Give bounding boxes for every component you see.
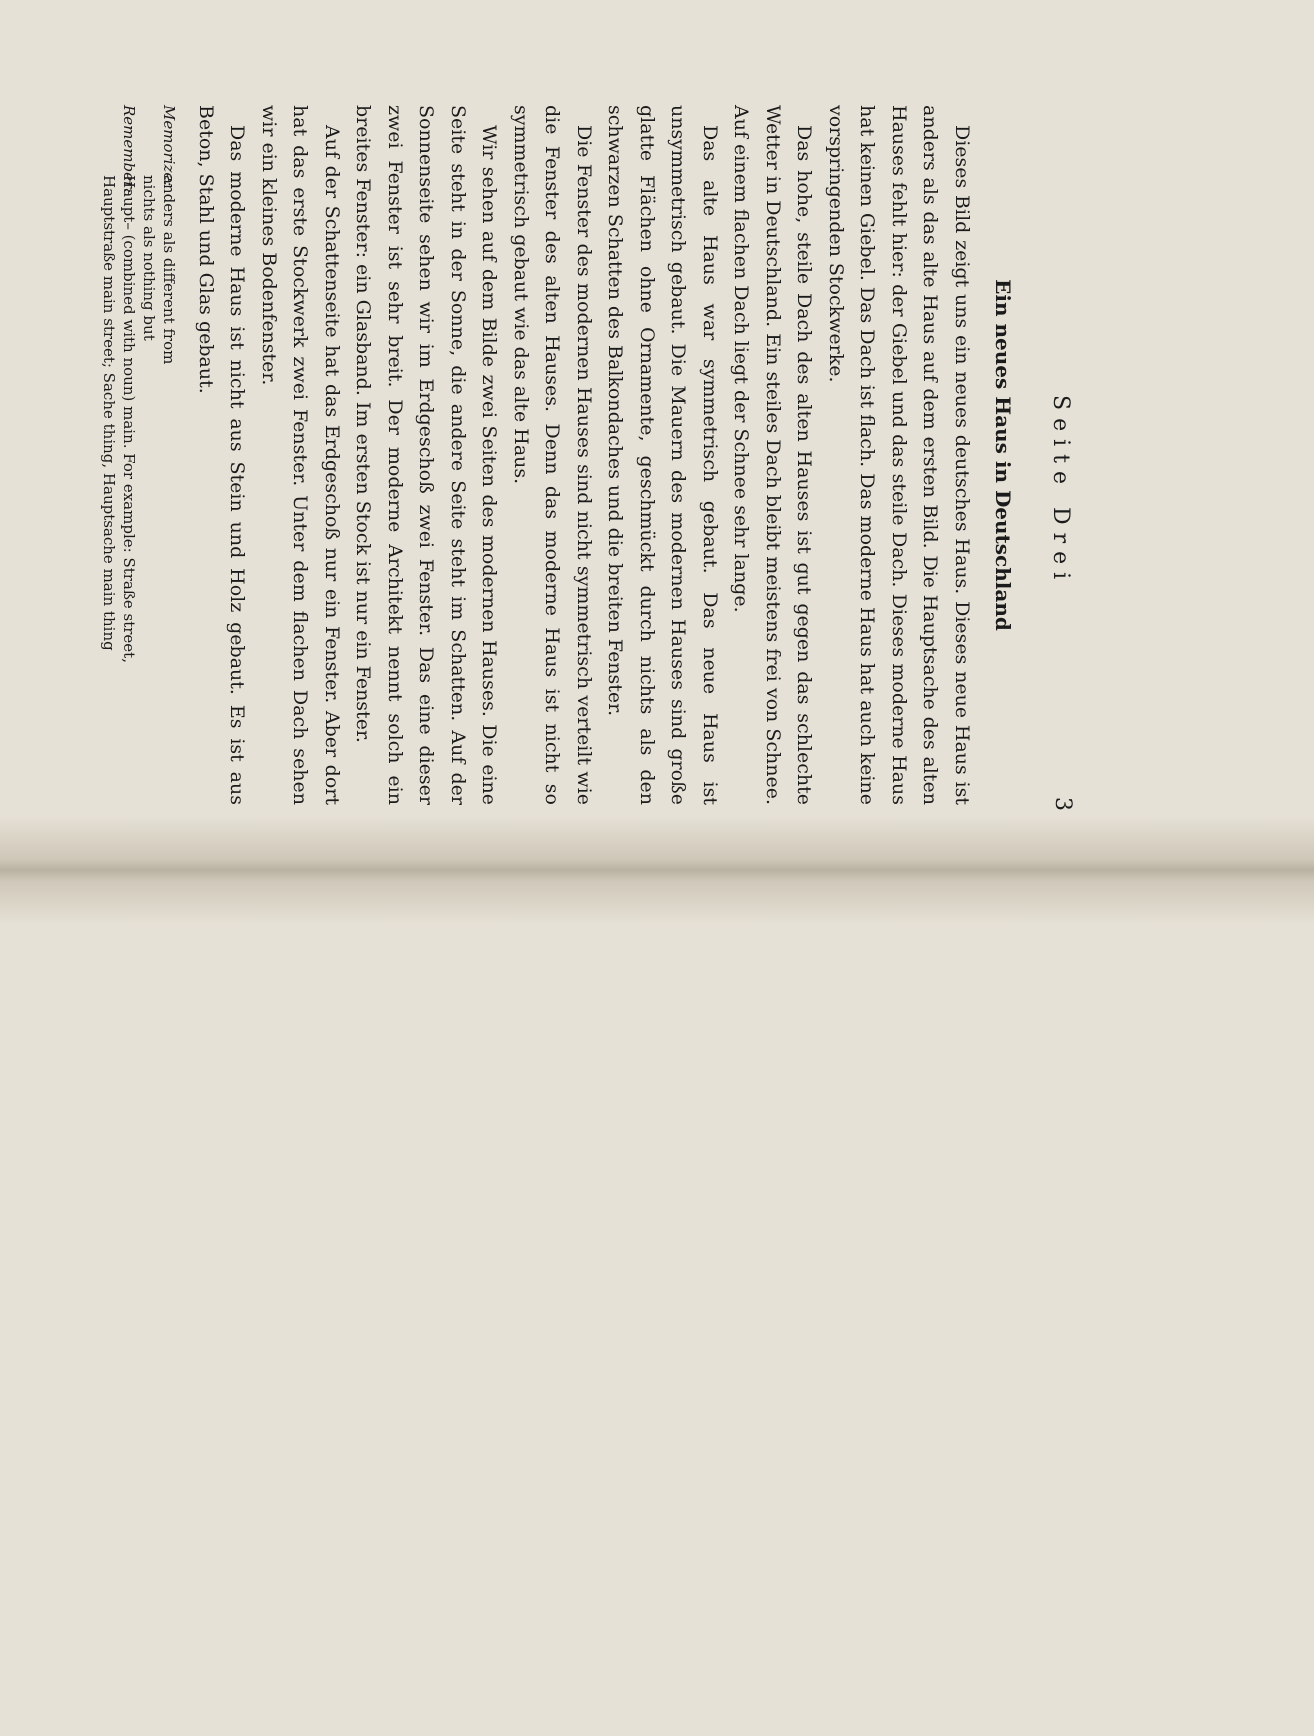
- paragraph: Wir sehen auf dem Bilde zwei Seiten des modernen Hauses. Die eine Seite steht in der Sonne, die andere Seite steht im Schatten. Auf der Sonnenseite sehen wir im Erdgeschoß zwei Fenster. Das eine dieser zwei Fenster ist sehr breit. Der moderne Architekt nennt solch ein breites Fenster: ein Glasband. Im ersten Stock ist nur ein Fenster.: [352, 105, 501, 805]
- remember-note: [100, 105, 140, 805]
- vocabulary-notes: [100, 105, 180, 805]
- page-two: [0, 868, 1314, 1736]
- remember-label: Remember:: [120, 105, 139, 194]
- paragraph: Das hohe, steile Dach des alten Hauses ist gut gegen das schlechte Wetter in Deutschland. Ein steiles Dach bleibt meistens frei von Schnee. Auf einem flachen Dach liegt der Schnee sehr lange.: [730, 105, 816, 805]
- book-gutter: [0, 815, 1314, 925]
- remember-line: Haupt– (combined with noun) main. For example: Straße street,: [120, 175, 139, 663]
- paragraph: Dieses Bild zeigt uns ein neues deutsches Haus. Dieses neue Haus ist anders als das alte Haus auf dem ersten Bild. Die Hauptsache des alten Hauses fehlt hier: der Giebel und das steile Dach. Dieses moderne Haus hat keinen Giebel. Das Dach ist flach. Das moderne Haus hat auch keine vorspringenden Stockwerke.: [825, 105, 973, 805]
- paragraph: Auf der Schattenseite hat das Erdgeschoß nur ein Fenster. Aber dort hat das erste Stockwerk zwei Fenster. Unter dem flachen Dach sehen wir ein kleines Bodenfenster.: [258, 105, 343, 805]
- page-three-content: [65, 105, 1075, 811]
- page-number-three: 3: [1050, 797, 1075, 811]
- remember-line: Hauptstraße main street; Sache thing, Hauptsache main thing: [100, 175, 119, 651]
- memorize-label: Memorize:: [160, 105, 179, 187]
- memorize-note: [140, 105, 180, 805]
- paragraph: Das moderne Haus ist nicht aus Stein und Holz gebaut. Es ist aus Beton, Stahl und Glas gebaut.: [195, 105, 249, 805]
- paragraph: Die Fenster des modernen Hauses sind nicht symmetrisch verteilt wie die Fenster des alten Hauses. Denn das moderne Haus ist nicht so symmetrisch gebaut wie das alte Haus.: [510, 105, 595, 805]
- paragraph: Das alte Haus war symmetrisch gebaut. Das neue Haus ist unsymmetrisch gebaut. Die Mauern des modernen Hauses sind große glatte Flächen ohne Ornamente, geschmückt durch nichts als den schwarzen Schatten des Balkondaches und die breiten Fenster.: [604, 105, 721, 805]
- running-head-page-three: Seite Drei: [1048, 395, 1073, 588]
- memorize-line: nichts als nothing but: [140, 175, 159, 341]
- article-body: [100, 105, 1016, 805]
- article-heading: Ein neues Haus in Deutschland: [991, 279, 1015, 631]
- memorize-line: anders als different from: [160, 175, 179, 365]
